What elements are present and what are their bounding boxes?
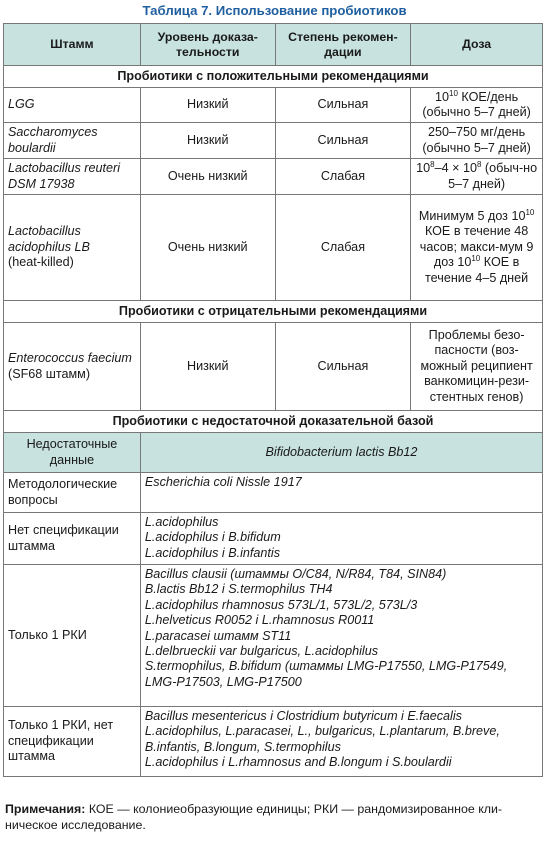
list-item: B.lactis Bb12 i S.termophilus TH4 (144, 582, 333, 597)
header-recommendation: Степень рекомен-дации (275, 24, 411, 66)
table-row (4, 323, 543, 411)
dose-cell: Минимум 5 доз $10^{10}$ КОЕ в течение 48 часов; макси-мум 9 доз $10^{10}$ КОЕ в течение 4–5 дней (411, 195, 543, 301)
note-label: Примечания: (5, 802, 86, 816)
strain-cell: LGG (4, 88, 141, 123)
category-cell: Только 1 РКИ (4, 565, 141, 707)
table-row (4, 565, 543, 707)
table-row (4, 433, 543, 473)
header-dose: Доза (411, 24, 543, 66)
list-item: L.delbrueckii var bulgaricus, L.acidophilus (144, 644, 379, 659)
list-item: L.acidophilus rhamnosus 573L/1, 573L/2, 573L/3 (144, 597, 418, 612)
category-cell: Нет спецификации штамма (4, 513, 141, 565)
recommendation-cell: Сильная (275, 323, 411, 411)
recommendation-cell: Слабая (275, 195, 411, 301)
table-note (5, 802, 545, 833)
strain-cell: Enterococcus faecium (SF68 штамм) (4, 323, 141, 411)
section-negative-row (4, 301, 543, 323)
list-item: L.acidophilus (144, 515, 219, 529)
strains-cell: Bifidobacterium lactis Bb12 (140, 433, 542, 473)
list-item: L.acidophilus i L.rhamnosus and B.longum i S.boulardii (144, 755, 452, 770)
list-item: L.helveticus R0052 i L.rhamnosus R0011 (144, 613, 375, 628)
list-item: S.termophilus, B.bifidum (штаммы LMG-P17550, LMG-P17549, LMG-P17503, LMG-P17500 (144, 659, 508, 689)
recommendation-cell: Сильная (275, 88, 411, 123)
list-item: L.acidophilus i B.bifidum (144, 530, 281, 545)
probiotics-table (3, 23, 543, 777)
evidence-cell: Низкий (140, 123, 275, 159)
header-evidence: Уровень доказа-тельности (140, 24, 275, 66)
table-row (4, 195, 543, 301)
dose-cell: $10^{10}$ КОЕ/день (обычно 5–7 дней) (411, 88, 543, 123)
strains-cell (140, 565, 542, 707)
table-row (4, 88, 543, 123)
category-cell: Методологические вопросы (4, 473, 141, 513)
list-item: Bacillus clausii (штаммы O/C84, N/R84, T84, SIN84) (144, 567, 447, 581)
dose-cell: Проблемы безо-пасности (воз-можный реципиент ванкомицин-рези-стентных генов) (411, 323, 543, 411)
header-strain: Штамм (4, 24, 141, 66)
section-insufficient-title: Пробиотики с недостаточной доказательной базой (4, 411, 543, 433)
category-cell: Недостаточные данные (4, 433, 141, 473)
strains-cell (140, 513, 542, 565)
recommendation-cell: Сильная (275, 123, 411, 159)
note-text: КОЕ — колониеобразующие единицы; РКИ — рандомизированное кли-ническое исследование. (5, 802, 503, 832)
recommendation-cell: Слабая (275, 159, 411, 195)
evidence-cell: Очень низкий (140, 159, 275, 195)
table-row (4, 159, 543, 195)
evidence-cell: Низкий (140, 323, 275, 411)
list-item: L.acidophilus, L.paracasei, L., bulgaricus, L.plantarum, B.breve, B.infantis, B.longum, S.termophilus (144, 724, 500, 754)
strain-cell: Lactobacillus reuteri DSM 17938 (4, 159, 141, 195)
table-row (4, 123, 543, 159)
dose-cell: 250–750 мг/день (обычно 5–7 дней) (411, 123, 543, 159)
section-positive-title: Пробиотики с положительными рекомендациями (4, 66, 543, 88)
table-row (4, 513, 543, 565)
list-item: L.acidophilus i B.infantis (144, 545, 281, 560)
strains-cell: Escherichia coli Nissle 1917 (140, 473, 542, 513)
strain-cell: Lactobacillus acidophilus LB (heat-killed) (4, 195, 141, 301)
strains-cell (140, 707, 542, 777)
table-title: Таблица 7. Использование пробиотиков (142, 3, 407, 18)
section-insufficient-row (4, 411, 543, 433)
dose-cell: $10^8-4 \times 10^8$ (обыч-но 5–7 дней) (411, 159, 543, 195)
strain-cell: Saccharomyces boulardii (4, 123, 141, 159)
list-item: L.paracasei штамм ST11 (144, 628, 292, 643)
evidence-cell: Низкий (140, 88, 275, 123)
list-item: Bacillus mesentericus i Clostridium butyricum i E.faecalis (144, 709, 462, 723)
table-row (4, 707, 543, 777)
table-row (4, 473, 543, 513)
evidence-cell: Очень низкий (140, 195, 275, 301)
section-negative-title: Пробиотики с отрицательными рекомендациями (4, 301, 543, 323)
category-cell: Только 1 РКИ, нет спецификации штамма (4, 707, 141, 777)
table-header-row (4, 24, 543, 66)
section-positive-row (4, 66, 543, 88)
